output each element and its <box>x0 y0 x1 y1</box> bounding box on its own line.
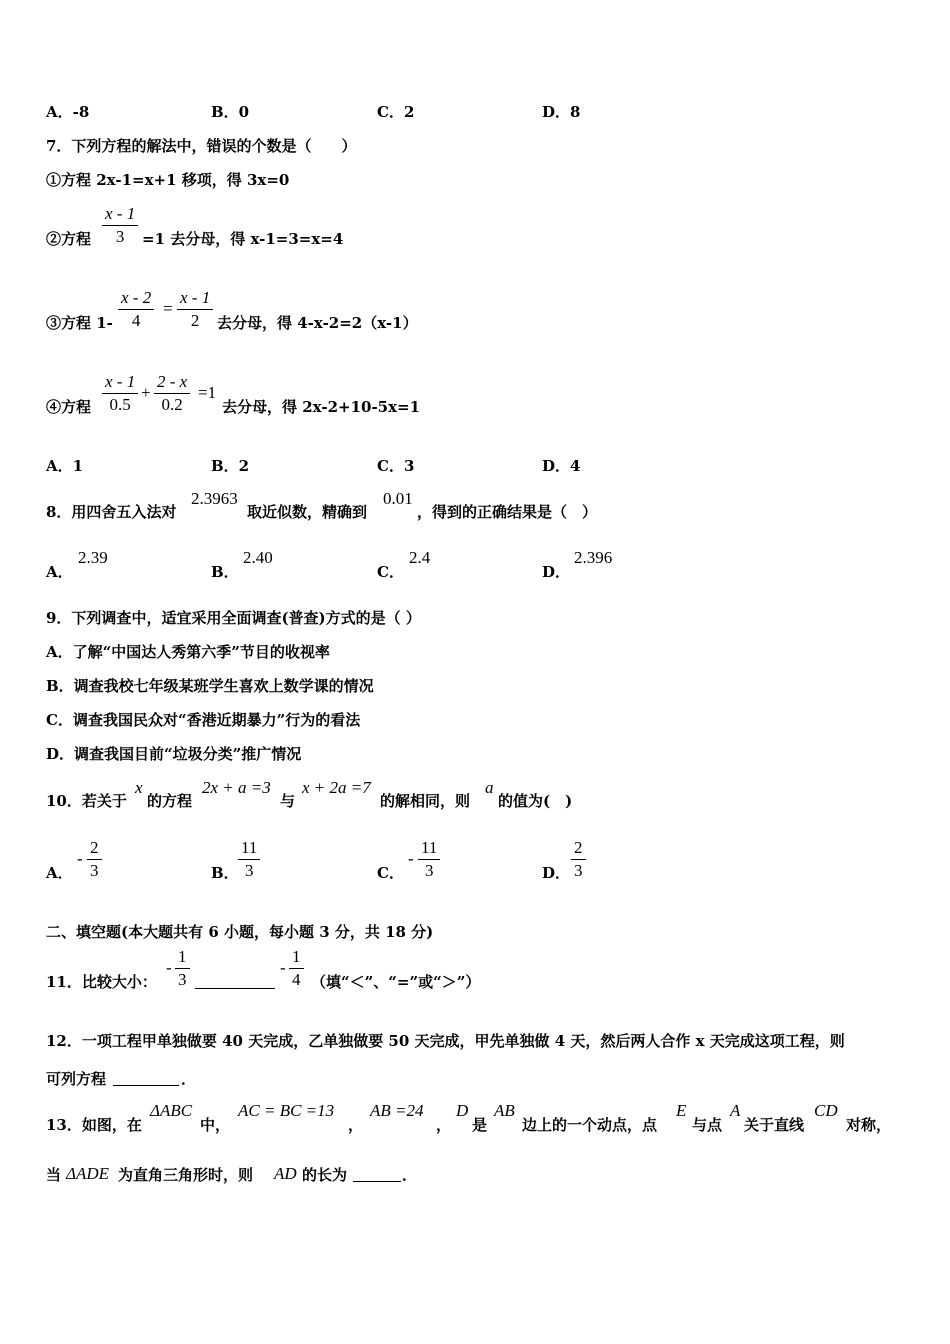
q10-stem-part-1: 10．若关于 <box>46 792 127 810</box>
q13-part-1: 13．如图，在 <box>46 1116 142 1134</box>
option-value: 2.39 <box>78 548 108 567</box>
equation-ac-bc: AC = BC =13 <box>238 1101 335 1120</box>
q7-item-2-prefix: ②方程 <box>46 230 92 248</box>
fraction-numerator: 11 <box>418 837 440 860</box>
q6-option-b: B．0 <box>211 103 250 121</box>
equation-2: x + 2a =7 <box>302 778 371 797</box>
fraction-denominator: 3 <box>424 861 434 880</box>
fraction-numerator: x - 1 <box>177 287 213 310</box>
q13-line-2-part-3: 的长为 <box>302 1166 348 1184</box>
q7-item-1: ①方程 2x-1=x+1 移项，得 3x=0 <box>46 171 290 189</box>
q9-option-a: A．了解“中国达人秀第六季”节目的收视率 <box>46 643 330 661</box>
q13-line-2-part-2: 为直角三角形时，则 <box>118 1166 254 1184</box>
equals-one: =1 <box>198 383 217 402</box>
fraction-numerator: 11 <box>238 837 260 860</box>
q6-option-c: C．2 <box>377 103 415 121</box>
q13-part-2: 中， <box>200 1116 231 1134</box>
fraction-numerator: 2 - x <box>154 371 190 394</box>
option-fraction <box>87 837 102 882</box>
q8-stem-part-3: ，得到的正确结果是（ ） <box>417 503 598 521</box>
q10-stem-part-2: 的方程 <box>147 792 193 810</box>
q6-option-a: A．-8 <box>46 103 90 121</box>
fraction-denominator: 4 <box>131 311 141 330</box>
fraction-numerator: 2 <box>571 837 586 860</box>
q7-stem: 7．下列方程的解法中，错误的个数是（ ） <box>46 137 357 155</box>
q7-item-2-fraction <box>102 203 138 248</box>
option-label: C． <box>377 563 404 581</box>
q12-line-1: 12．一项工程甲单独做要 40 天完成，乙单独做要 50 天完成，甲先单独做 4 天，然后两人合作 x 天完成这项工程，则 <box>46 1032 845 1050</box>
q10-stem-part-3: 与 <box>280 792 296 810</box>
q13-part-6: 关于直线 <box>744 1116 805 1134</box>
option-value: 2.4 <box>409 548 431 567</box>
q9-option-d: D．调查我国目前“垃圾分类”推广情况 <box>46 745 302 763</box>
q13-part-3: 是 <box>472 1116 488 1134</box>
q13-answer-blank[interactable] <box>353 1167 401 1182</box>
option-label: B． <box>211 563 239 581</box>
q7-item-3-prefix: ③方程 1- <box>46 314 113 332</box>
point-e: E <box>676 1101 687 1120</box>
equals-sign: = <box>163 299 173 318</box>
q13-end: ． <box>402 1166 418 1184</box>
q13-part-4: 边上的一个动点，点 <box>522 1116 658 1134</box>
q8-number: 2.3963 <box>191 489 238 508</box>
q10-stem-part-5: 的值为( ) <box>498 792 573 810</box>
q7-option-c: C．3 <box>377 457 415 475</box>
q7-item-4-fraction-1 <box>102 371 138 416</box>
q11-fraction-2 <box>289 946 304 991</box>
q7-item-4-prefix: ④方程 <box>46 398 92 416</box>
fraction-denominator: 2 <box>190 311 200 330</box>
section-2-heading: 二、填空题(本大题共有 6 小题，每小题 3 分，共 18 分) <box>46 923 434 941</box>
q13-line-2-part-1: 当 <box>46 1166 62 1184</box>
q7-option-b: B．2 <box>211 457 250 475</box>
option-label: D． <box>542 864 571 882</box>
q9-option-b: B．调查我校七年级某班学生喜欢上数学课的情况 <box>46 677 374 695</box>
q10-stem-part-4: 的解相同，则 <box>380 792 471 810</box>
option-value: 2.396 <box>574 548 613 567</box>
line-cd: CD <box>814 1101 838 1120</box>
q8-stem-part-2: 取近似数，精确到 <box>247 503 368 521</box>
option-label: A． <box>46 563 73 581</box>
q11-sign-1: - <box>166 958 172 977</box>
q7-item-3-fraction-1 <box>118 287 154 332</box>
fraction-numerator: 2 <box>87 837 102 860</box>
fraction-denominator: 3 <box>90 861 99 880</box>
option-sign: - <box>408 849 414 868</box>
point-a: A <box>730 1101 741 1120</box>
fraction-denominator: 3 <box>244 861 254 880</box>
q12-answer-blank[interactable] <box>113 1071 179 1086</box>
fraction-numerator: 1 <box>175 946 190 969</box>
fraction-denominator: 3 <box>115 227 125 246</box>
comma: ， <box>436 1116 452 1134</box>
equation-1: 2x + a =3 <box>202 778 271 797</box>
q9-option-c: C．调查我国民众对“香港近期暴力”行为的看法 <box>46 711 361 729</box>
equation-ab: AB =24 <box>370 1101 424 1120</box>
option-fraction <box>238 837 260 882</box>
point-d: D <box>456 1101 469 1120</box>
option-sign: - <box>77 849 83 868</box>
triangle-abc: ΔABC <box>150 1101 193 1120</box>
option-value: 2.40 <box>243 548 273 567</box>
q7-item-4-suffix: 去分母，得 2x-2+10-5x=1 <box>222 398 421 416</box>
fraction-numerator: x - 1 <box>102 203 138 226</box>
q11-sign-2: - <box>280 958 286 977</box>
triangle-ade: ΔADE <box>66 1164 110 1183</box>
q12-line-2-text: 可列方程 <box>46 1070 107 1088</box>
q7-option-a: A．1 <box>46 457 84 475</box>
variable-x: x <box>135 778 143 797</box>
option-label: C． <box>377 864 404 882</box>
fraction-denominator: 0.5 <box>109 395 131 414</box>
segment-ab: AB <box>494 1101 515 1120</box>
q8-stem-part-1: 8．用四舍五入法对 <box>46 503 177 521</box>
comma: ， <box>348 1116 364 1134</box>
q11-fraction-1 <box>175 946 190 991</box>
q12-end: ． <box>181 1070 197 1088</box>
option-label: D． <box>542 563 571 581</box>
fraction-denominator: 0.2 <box>161 395 183 414</box>
q8-precision: 0.01 <box>383 489 413 508</box>
q7-option-d: D．4 <box>542 457 581 475</box>
fraction-numerator: 1 <box>289 946 304 969</box>
fraction-numerator: x - 2 <box>118 287 154 310</box>
q11-hint: （填“＜”、“=”或“＞”） <box>311 973 481 991</box>
fraction-numerator: x - 1 <box>102 371 138 394</box>
q7-item-3-fraction-2 <box>177 287 213 332</box>
q6-option-d: D．8 <box>542 103 581 121</box>
option-fraction <box>418 837 440 882</box>
option-fraction <box>571 837 586 882</box>
q13-part-7: 对称， <box>846 1116 892 1134</box>
q7-item-4-fraction-2 <box>154 371 190 416</box>
q7-item-3-suffix: 去分母，得 4-x-2=2（x-1） <box>217 314 418 332</box>
q13-part-5: 与点 <box>692 1116 723 1134</box>
q9-stem: 9．下列调查中，适宜采用全面调查(普查)方式的是（ ） <box>46 609 421 627</box>
option-label: A． <box>46 864 73 882</box>
variable-a: a <box>485 778 494 797</box>
fraction-denominator: 4 <box>292 970 301 989</box>
fraction-denominator: 3 <box>574 861 583 880</box>
q11-answer-blank[interactable] <box>195 974 275 989</box>
plus-sign: + <box>141 383 151 402</box>
q7-item-2-suffix: =1 去分母，得 x-1=3=x=4 <box>142 230 344 248</box>
segment-ad: AD <box>274 1164 297 1183</box>
q11-stem: 11．比较大小： <box>46 973 157 991</box>
fraction-denominator: 3 <box>178 970 187 989</box>
option-label: B． <box>211 864 239 882</box>
